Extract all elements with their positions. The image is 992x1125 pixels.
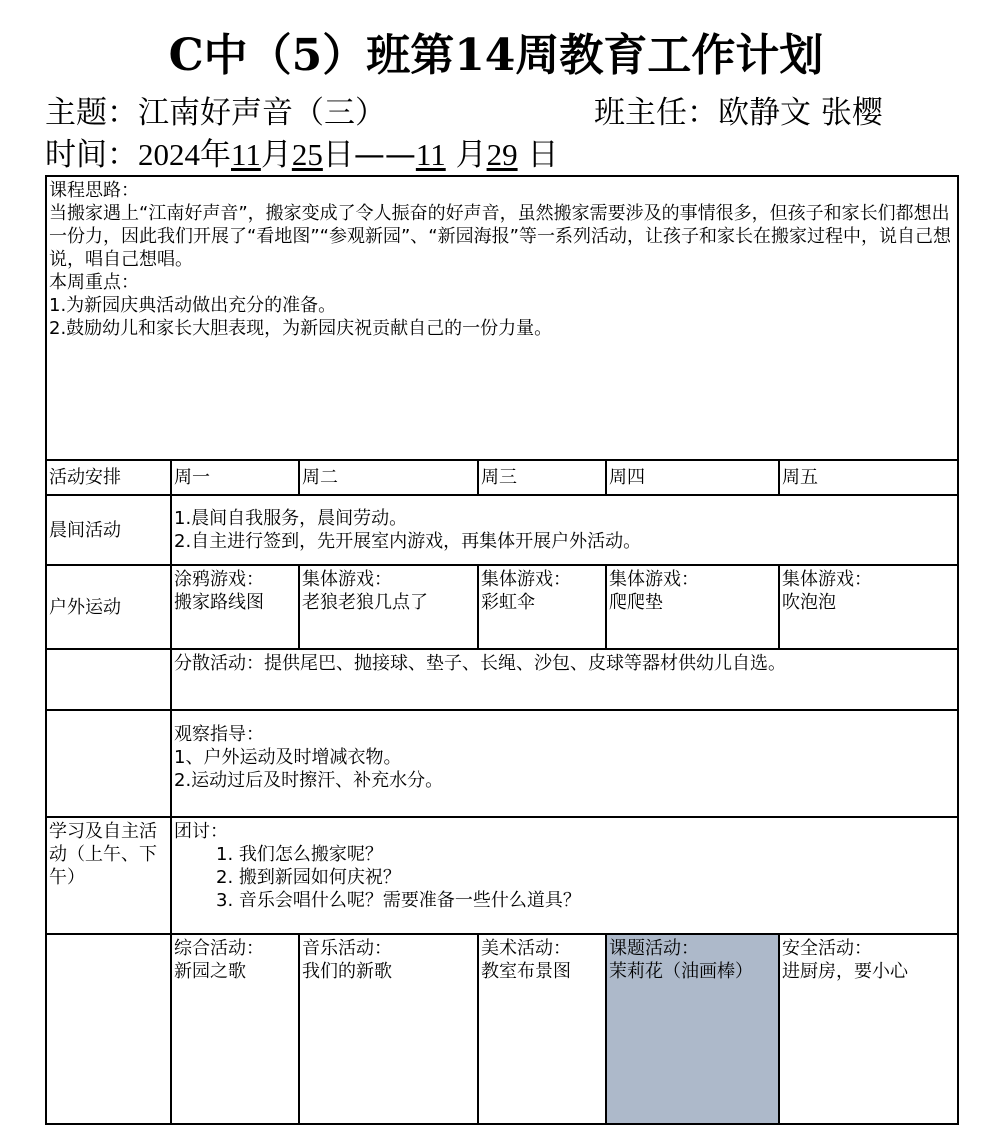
outdoor-fri-type: 集体游戏： — [782, 569, 872, 590]
focus-item-1: 1.为新园庆典活动做出充分的准备。 — [49, 295, 337, 316]
start-day: 25 — [291, 137, 323, 172]
outdoor-thu — [606, 565, 779, 649]
observe-label-empty — [46, 710, 171, 817]
end-month-unit: 月 — [455, 137, 487, 173]
activity-fri — [779, 934, 958, 1124]
year: 2024 — [138, 137, 200, 172]
activity-tue-name: 我们的新歌 — [302, 961, 392, 982]
activities-label-empty — [46, 934, 171, 1124]
plan-table — [45, 175, 959, 1125]
outdoor-tue-type: 集体游戏： — [302, 569, 392, 590]
activity-thu — [606, 934, 779, 1124]
activity-mon — [171, 934, 299, 1124]
header-tue: 周二 — [299, 460, 478, 495]
observe-cell — [171, 710, 958, 817]
intro-row — [46, 176, 958, 460]
teacher-label: 班主任：欧静文 张樱 — [594, 95, 883, 131]
intro-cell — [46, 176, 958, 460]
morning-cell — [171, 495, 958, 565]
date-range — [45, 136, 558, 174]
study-cell — [171, 817, 958, 934]
outdoor-tue-name: 老狼老狼几点了 — [302, 592, 428, 613]
scattered-cell: 分散活动：提供尾巴、抛接球、垫子、长绳、沙包、皮球等器材供幼儿自选。 — [171, 649, 958, 710]
morning-label: 晨间活动 — [46, 495, 171, 565]
study-heading: 团讨： — [174, 821, 228, 842]
observe-heading: 观察指导： — [174, 724, 264, 745]
header-fri: 周五 — [779, 460, 958, 495]
header-wed: 周三 — [478, 460, 606, 495]
study-question-1: 1. 我们怎么搬家呢？ — [216, 844, 383, 865]
activity-mon-name: 新园之歌 — [174, 961, 246, 982]
observe-line-2: 2.运动过后及时擦汗、补充水分。 — [174, 770, 444, 791]
study-row — [46, 817, 958, 934]
activity-tue — [299, 934, 478, 1124]
activity-tue-type: 音乐活动： — [302, 938, 392, 959]
start-day-unit: 日 — [322, 137, 354, 173]
start-month-unit: 月 — [260, 137, 292, 173]
start-month: 11 — [231, 137, 261, 172]
outdoor-mon-type: 涂鸦游戏： — [174, 569, 264, 590]
time-label: 时间： — [45, 137, 138, 173]
activities-row — [46, 934, 958, 1124]
end-month: 11 — [415, 137, 446, 172]
page-title: C中（5）班第14周教育工作计划 — [168, 30, 824, 81]
end-day-unit: 日 — [527, 137, 559, 173]
year-unit: 年 — [200, 137, 231, 173]
focus-heading: 本周重点： — [49, 272, 139, 293]
activity-wed — [478, 934, 606, 1124]
observe-line-1: 1、户外运动及时增减衣物。 — [174, 747, 402, 768]
outdoor-wed-type: 集体游戏： — [481, 569, 571, 590]
study-question-2: 2. 搬到新园如何庆祝？ — [216, 867, 401, 888]
observe-row — [46, 710, 958, 817]
outdoor-thu-type: 集体游戏： — [609, 569, 699, 590]
outdoor-tue — [299, 565, 478, 649]
outdoor-thu-name: 爬爬垫 — [609, 592, 663, 613]
outdoor-mon — [171, 565, 299, 649]
end-day: 29 — [486, 137, 518, 172]
morning-line-1: 1.晨间自我服务，晨间劳动。 — [174, 508, 408, 529]
header-label: 活动安排 — [46, 460, 171, 495]
morning-line-2: 2.自主进行签到，先开展室内游戏，再集体开展户外活动。 — [174, 531, 642, 552]
activity-fri-name: 进厨房，要小心 — [782, 961, 908, 982]
outdoor-wed — [478, 565, 606, 649]
scattered-row — [46, 649, 958, 710]
header-mon: 周一 — [171, 460, 299, 495]
range-dash: —— — [353, 137, 416, 173]
theme-label: 主题：江南好声音（三） — [45, 95, 386, 131]
activity-wed-name: 教室布景图 — [481, 961, 571, 982]
study-question-3: 3. 音乐会唱什么呢？需要准备一些什么道具？ — [216, 890, 581, 911]
activity-mon-type: 综合活动： — [174, 938, 264, 959]
outdoor-mon-name: 搬家路线图 — [174, 592, 264, 613]
activity-wed-type: 美术活动： — [481, 938, 571, 959]
intro-heading: 课程思路： — [49, 180, 139, 201]
outdoor-row — [46, 565, 958, 649]
study-label: 学习及自主活动（上午、下午） — [46, 817, 171, 934]
outdoor-fri-name: 吹泡泡 — [782, 592, 836, 613]
focus-item-2: 2.鼓励幼儿和家长大胆表现，为新园庆祝贡献自己的一份力量。 — [49, 318, 553, 339]
outdoor-wed-name: 彩虹伞 — [481, 592, 535, 613]
activity-fri-type: 安全活动： — [782, 938, 872, 959]
scattered-label-empty — [46, 649, 171, 710]
activity-thu-name: 茉莉花（油画棒） — [609, 961, 753, 982]
activity-thu-type: 课题活动： — [609, 938, 699, 959]
outdoor-label: 户外运动 — [46, 565, 171, 649]
morning-row — [46, 495, 958, 565]
header-row — [46, 460, 958, 495]
intro-body: 当搬家遇上“江南好声音”，搬家变成了令人振奋的好声音，虽然搬家需要涉及的事情很多，但孩子和家长们都想出一份力，因此我们开展了“看地图”“参观新园”、“新园海报”等一系列活动，让孩子和家长在搬家过程中，说自己想说，唱自己想唱。 — [49, 203, 951, 270]
outdoor-fri — [779, 565, 958, 649]
header-thu: 周四 — [606, 460, 779, 495]
